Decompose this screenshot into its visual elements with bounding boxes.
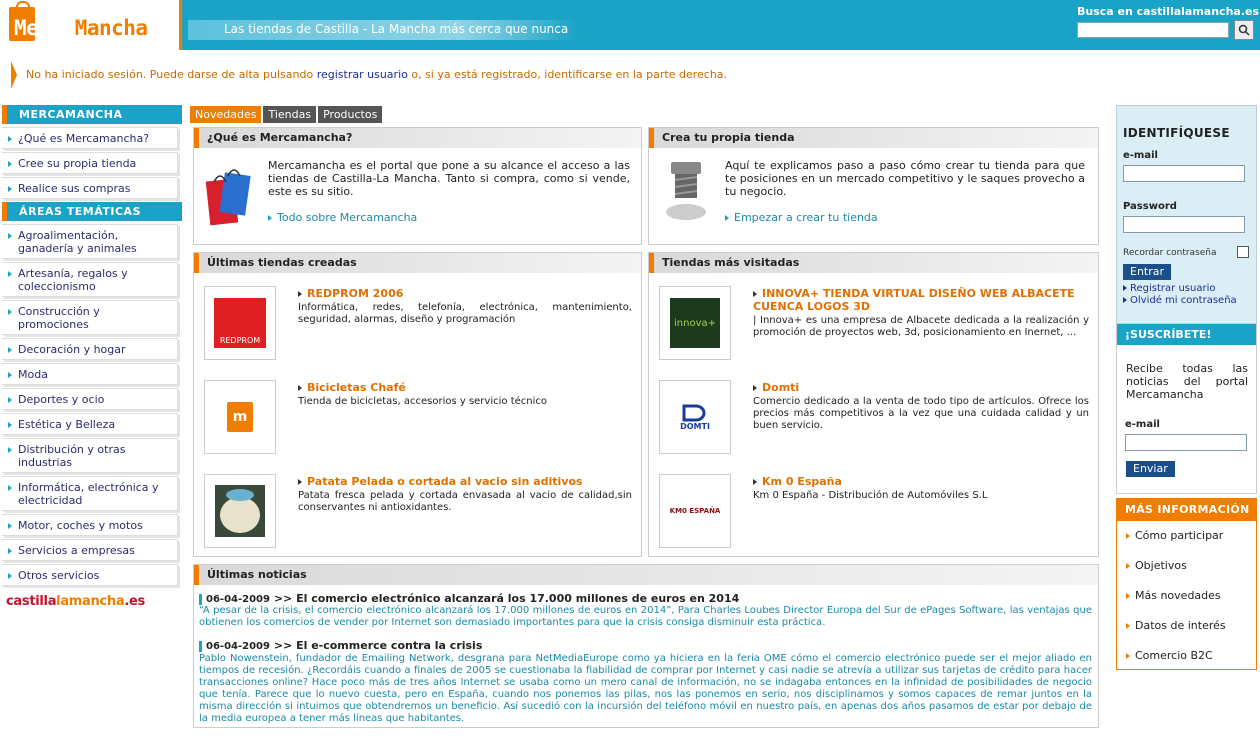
- store-title-km0[interactable]: [753, 475, 1083, 488]
- register-user-link[interactable]: [1123, 283, 1215, 294]
- shopping-bag-icon: m: [227, 402, 253, 432]
- arrow-right-icon: [753, 479, 757, 485]
- arrow-right-icon: [298, 479, 302, 485]
- create-store-box: [648, 127, 1099, 245]
- store-title-domti[interactable]: [753, 381, 1083, 394]
- clm-logo-b: lamancha: [56, 594, 125, 609]
- search-button[interactable]: [1234, 20, 1254, 40]
- sidebar-section-areas: ÁREAS TEMÁTICAS: [2, 202, 182, 221]
- news-headline-text: El e-commerce contra la crisis: [296, 639, 483, 652]
- more-info-item[interactable]: [1126, 559, 1187, 572]
- logo[interactable]: [0, 0, 182, 50]
- sidebar-item-decoracion[interactable]: Decoración y hogar: [2, 338, 178, 360]
- news-separator: >>: [273, 592, 293, 605]
- sidebar-item-construccion[interactable]: Construcción y promociones: [2, 300, 178, 335]
- tab-novedades[interactable]: Novedades: [190, 106, 261, 123]
- create-store-link[interactable]: [725, 211, 878, 224]
- castillalamancha-logo[interactable]: [2, 594, 182, 609]
- more-info-label: Objetivos: [1135, 559, 1187, 572]
- register-user-label: Registrar usuario: [1130, 283, 1216, 294]
- store-title-patata[interactable]: [298, 475, 628, 488]
- store-desc-domti: Comercio dedicado a la venta de todo tipo de artículos. Ofrece los precios más competitivos a la vez que una cuidada calidad y un buen servicio.: [753, 396, 1089, 431]
- arrow-right-icon: [1126, 653, 1130, 659]
- arrow-right-icon: [298, 291, 302, 297]
- more-info-item[interactable]: [1126, 619, 1226, 632]
- redprom-logo: REDPROM: [214, 298, 266, 348]
- potato-bag-icon: [215, 485, 265, 537]
- subscribe-button[interactable]: Enviar: [1126, 461, 1175, 477]
- sidebar-item-moda[interactable]: Moda: [2, 363, 178, 385]
- store-logo-patata[interactable]: [204, 474, 276, 548]
- notice-text-after: o, si ya está registrado, identificarse en la parte derecha.: [407, 68, 728, 81]
- sidebar-item-agro[interactable]: Agroalimentación, ganadería y animales: [2, 224, 178, 259]
- what-is-link-label: Todo sobre Mercamancha: [277, 211, 418, 224]
- arrow-right-icon: [1126, 623, 1130, 629]
- sidebar-section-mercamancha: MERCAMANCHA: [2, 105, 182, 124]
- store-logo-innova[interactable]: [659, 286, 731, 360]
- innova-logo: innova+: [670, 298, 720, 348]
- store-name: Patata Pelada o cortada al vacio sin aditivos: [307, 475, 583, 488]
- create-store-title: Crea tu propia tienda: [649, 128, 1098, 148]
- news-item-headline[interactable]: [199, 592, 739, 605]
- more-info-panel: [1116, 498, 1257, 670]
- sidebar-item-servicios[interactable]: Servicios a empresas: [2, 539, 178, 561]
- login-panel: [1116, 105, 1257, 324]
- most-visited-title: Tiendas más visitadas: [649, 253, 1098, 273]
- sidebar-item-compras[interactable]: Realice sus compras: [2, 177, 178, 199]
- arrow-right-icon: [1123, 285, 1127, 291]
- sidebar-item-artesania[interactable]: Artesanía, regalos y coleccionismo: [2, 262, 178, 297]
- store-desc-innova: | Innova+ es una empresa de Albacete dedicada a la realización y promoción de proyectos web, 3d, posicionamiento en Inernet, ...: [753, 315, 1089, 338]
- store-name: Bicicletas Chafé: [307, 381, 406, 394]
- domti-logo: DOMTI: [680, 421, 710, 431]
- clm-logo-c: .es: [124, 594, 145, 609]
- content-tabs: [190, 106, 382, 123]
- what-is-text: Mercamancha es el portal que pone a su alcance el acceso a las tiendas de Castilla-La Mancha. Tanto si compra, como si vende, este es su sitio.: [268, 159, 630, 198]
- notice-arrow-icon: [11, 61, 17, 89]
- remember-checkbox[interactable]: [1237, 246, 1249, 258]
- news-date: 06-04-2009: [199, 641, 270, 652]
- clm-logo-a: castilla: [6, 594, 57, 609]
- arrow-right-icon: [753, 385, 757, 391]
- more-info-item[interactable]: [1126, 649, 1213, 662]
- password-label: Password: [1123, 201, 1177, 212]
- store-title-redprom[interactable]: [298, 287, 628, 300]
- login-notice: [26, 68, 727, 81]
- km0-logo: KM0 ESPAÑA: [669, 507, 721, 515]
- sidebar-item-otros[interactable]: Otros servicios: [2, 564, 178, 586]
- domti-symbol-icon: [682, 404, 708, 422]
- create-store-text: Aquí te explicamos paso a paso cómo crear tu tienda para que te posiciones en un mercado competitivo y le saques provecho a tu negocio.: [725, 159, 1085, 198]
- login-title: IDENTIFÍQUESE: [1123, 126, 1230, 140]
- sidebar-item-distribucion[interactable]: Distribución y otras industrias: [2, 438, 178, 473]
- tab-productos[interactable]: Productos: [318, 106, 382, 123]
- store-desc-patata: Patata fresca pelada y cortada envasada al vacio de calidad,sin conservantes ni antioxidantes.: [298, 490, 632, 513]
- arrow-right-icon: [298, 385, 302, 391]
- subscribe-panel: [1116, 323, 1257, 494]
- store-logo-domti[interactable]: [659, 380, 731, 454]
- password-field[interactable]: [1123, 216, 1245, 233]
- search-icon: [1238, 24, 1250, 36]
- logo-text-mancha: Mancha: [74, 16, 148, 40]
- what-is-link[interactable]: [268, 211, 417, 224]
- store-logo-redprom[interactable]: [204, 286, 276, 360]
- email-label: e-mail: [1123, 150, 1158, 161]
- news-item-body: Pablo Nowenstein, fundador de Emailing Network, desgrana para NetMediaEurope como ya hiciera en la feria OME cómo el comercio electrónico puede ser el mejor aliado en tiempos de recesión. ¿Recordáis cuando a finales de 2005 se cuestionaba la fiabilidad de comprar por Internet y casi nadie se atrevía a utilizar sus tarjetas de crédito para hacer transacciones online? Hace poco más de tres años Internet se usaba como un mero canal de información, no se indagaba entonces en la infinidad de posibilidades de negocio que tenía. Parece que lo nuevo cuesta, pero en España, cuando nos ponemos las pilas, nos las ponemos en serio, nos disciplinamos y somos capaces de remar juntos en la misma dirección si intuimos que obtendremos un beneficio. Así sucedió con la incursión del teléfono móvil en nuestro país, en apenas dos años pasamos de estar por debajo de la media europea a tener más líneas que habitantes.: [199, 653, 1092, 724]
- tagline-bar: [188, 20, 578, 40]
- arrow-right-icon: [1126, 593, 1130, 599]
- more-info-item[interactable]: [1126, 529, 1223, 542]
- more-info-title: MÁS INFORMACIÓN: [1117, 499, 1256, 521]
- email-field[interactable]: [1123, 165, 1245, 182]
- store-logo-km0[interactable]: [659, 474, 731, 548]
- more-info-label: Datos de interés: [1135, 619, 1226, 632]
- arrow-right-icon: [1126, 533, 1130, 539]
- arrow-right-icon: [268, 215, 272, 221]
- more-info-label: Más novedades: [1135, 589, 1221, 602]
- store-name: INNOVA+ TIENDA VIRTUAL DISEÑO WEB ALBACETE CUENCA LOGOS 3D: [753, 287, 1075, 313]
- more-info-item[interactable]: [1126, 589, 1221, 602]
- news-title: Últimas noticias: [194, 565, 1098, 585]
- search-label: Busca en castillalamancha.es: [1077, 5, 1260, 18]
- arrow-right-icon: [753, 291, 757, 297]
- store-desc-bicicletas: Tienda de bicicletas, accesorios y servicio técnico: [298, 396, 547, 407]
- sidebar-item-deportes[interactable]: Deportes y ocio: [2, 388, 178, 410]
- subscribe-email-label: e-mail: [1125, 419, 1160, 430]
- what-is-box: [193, 127, 642, 245]
- search-input[interactable]: [1077, 22, 1229, 38]
- logo-text-merca: Merca: [14, 16, 75, 40]
- sidebar-item-motor[interactable]: Motor, coches y motos: [2, 514, 178, 536]
- notice-text-before: No ha iniciado sesión. Puede darse de alta pulsando: [26, 68, 317, 81]
- news-item-headline[interactable]: [199, 639, 482, 652]
- store-desc-km0: Km 0 España - Distribución de Automóviles S.L: [753, 490, 988, 501]
- most-visited-box: [648, 252, 1099, 557]
- forgot-password-link[interactable]: [1123, 295, 1237, 306]
- store-name: REDPROM 2006: [307, 287, 404, 300]
- remember-label: Recordar contraseña: [1123, 248, 1217, 258]
- subscribe-text: Recibe todas las noticias del portal Mercamancha: [1126, 362, 1248, 401]
- create-store-link-label: Empezar a crear tu tienda: [734, 211, 878, 224]
- store-name: Domti: [762, 381, 800, 394]
- arrow-right-icon: [1126, 563, 1130, 569]
- more-info-label: Comercio B2C: [1135, 649, 1213, 662]
- news-date: 06-04-2009: [199, 594, 270, 605]
- sidebar-item-informatica[interactable]: Informática, electrónica y electricidad: [2, 476, 178, 511]
- news-item-body: “A pesar de la crisis, el comercio electrónico alcanzará los 17.000 millones de euros en 2014”, Para Charles Loubes Director Europa del Sur de ePages Software, las ventajas que obtienen los comercios de vender por Internet son demasiado importantes para que la crisis consiga disminuir esta práctica.: [199, 605, 1092, 628]
- shopping-bags-icon: [204, 160, 256, 228]
- store-logo-bicicletas[interactable]: [204, 380, 276, 454]
- arrow-right-icon: [1123, 297, 1127, 303]
- arrow-right-icon: [725, 215, 729, 221]
- latest-stores-box: [193, 252, 642, 557]
- subscribe-email-field[interactable]: [1125, 434, 1247, 451]
- store-name: Km 0 España: [762, 475, 842, 488]
- left-sidebar: [2, 105, 182, 609]
- tagline: Las tiendas de Castilla - La Mancha más cerca que nunca: [224, 22, 569, 36]
- header: [0, 0, 1260, 50]
- what-is-title: ¿Qué es Mercamancha?: [194, 128, 641, 148]
- store-title-bicicletas[interactable]: [298, 381, 628, 394]
- news-separator: >>: [273, 639, 293, 652]
- tab-tiendas[interactable]: Tiendas: [263, 106, 316, 123]
- more-info-label: Cómo participar: [1135, 529, 1224, 542]
- store-title-innova[interactable]: [753, 287, 1083, 313]
- sidebar-item-estetica[interactable]: Estética y Belleza: [2, 413, 178, 435]
- bolt-nut-icon: [663, 160, 709, 226]
- store-desc-redprom: Informática, redes, telefonía, electrónica, mantenimiento, seguridad, alarmas, diseño y programación: [298, 302, 632, 325]
- forgot-password-label: Olvidé mi contraseña: [1130, 295, 1237, 306]
- sidebar-item-que-es[interactable]: ¿Qué es Mercamancha?: [2, 127, 178, 149]
- register-link[interactable]: registrar usuario: [316, 68, 408, 81]
- subscribe-title: ¡SUSCRÍBETE!: [1117, 324, 1256, 345]
- sidebar-item-cree-tienda[interactable]: Cree su propia tienda: [2, 152, 178, 174]
- login-button[interactable]: Entrar: [1123, 264, 1171, 280]
- latest-stores-title: Últimas tiendas creadas: [194, 253, 641, 273]
- news-box: [193, 564, 1099, 728]
- news-headline-text: El comercio electrónico alcanzará los 17.000 millones de euros en 2014: [296, 592, 740, 605]
